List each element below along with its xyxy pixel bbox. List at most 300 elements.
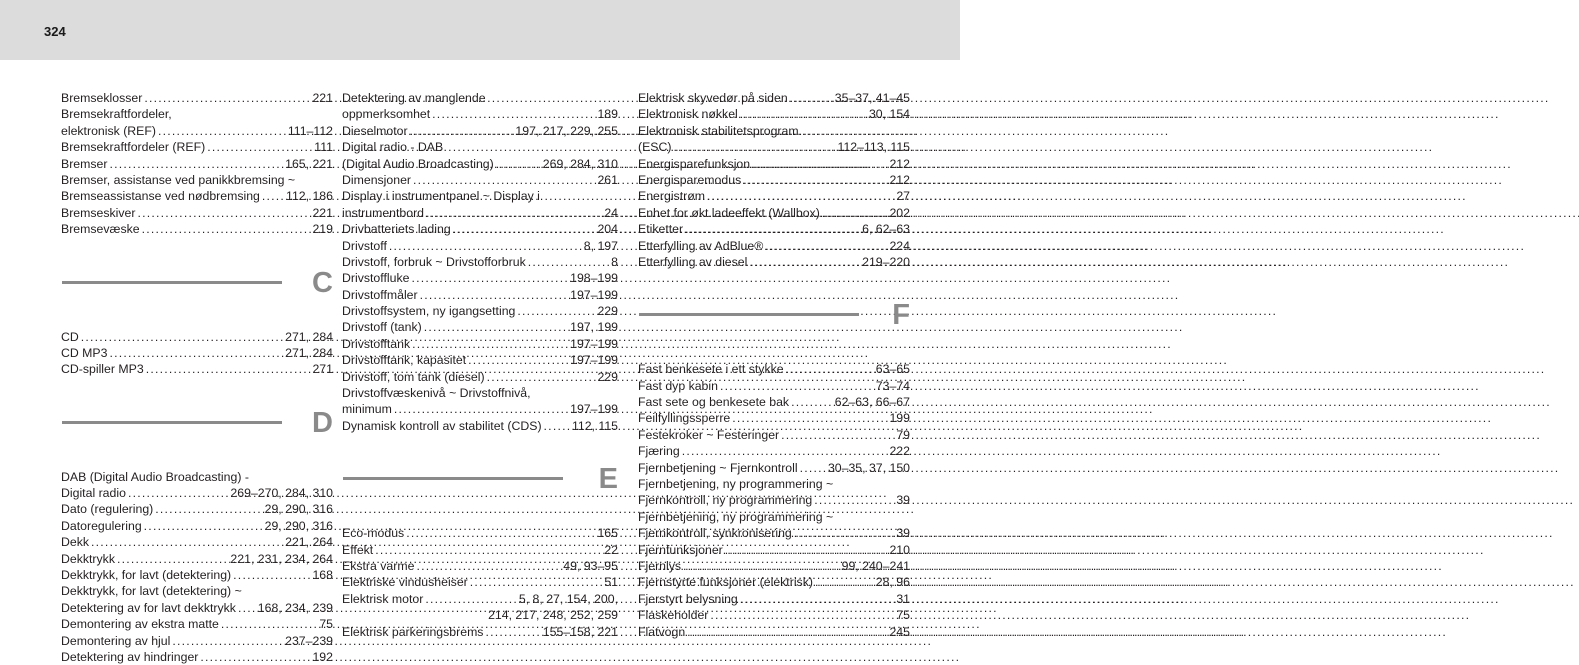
page-reference: 112–113, 115 [837,140,910,155]
dot-leader [791,394,833,410]
dot-leader [765,238,887,254]
index-term: Dynamisk kontroll av stabilitet (CDS) [342,418,542,433]
page-reference: 51 [604,575,618,590]
index-entry [61,518,333,534]
index-entry [342,287,618,303]
index-entry [638,172,910,188]
page-reference: 165, 221 [285,156,333,171]
index-entry [638,394,910,410]
index-entry [61,501,333,517]
dot-leader [207,139,312,155]
page-reference: 8, 197 [583,238,618,253]
dot-leader [720,378,874,394]
section-divider [639,313,859,316]
dot-leader [413,172,595,188]
page-reference: 75 [319,617,333,632]
index-entry [61,567,333,583]
index-entry [61,205,333,221]
dot-leader [172,633,283,649]
index-term: Ekstra varme [342,558,415,573]
index-entry [61,534,333,550]
dot-leader [682,443,888,459]
page-reference: 27 [896,189,910,204]
page-reference: 62–63, 66–67 [834,395,910,410]
index-term: Dimensjoner [342,172,412,187]
index-entry [342,156,618,172]
index-term: Elektronisk stabilitetsprogram [638,123,799,138]
dot-leader [109,156,283,172]
index-entry [638,460,910,476]
index-term: Drivstoff, tom tank (diesel) [342,369,485,384]
header-bar [0,0,960,60]
index-term: Fjernlys [638,558,682,573]
page-reference: 5, 8, 27, 154, 200, [518,591,618,606]
index-term: Fast sete og benkesete bak [638,395,790,410]
index-entry [638,525,910,541]
index-entry [638,607,910,623]
page-reference: 212 [889,156,910,171]
index-term: Dekk [61,535,90,550]
dot-leader [394,401,568,417]
page-reference: 210 [889,542,910,557]
index-entry [342,591,618,607]
index-column-3 [638,90,910,640]
index-entry [61,345,333,361]
page-reference: 79 [896,427,910,442]
index-entry [342,336,618,352]
page-reference: 245 [889,624,910,639]
index-term: Bremsevæske [61,222,140,237]
section-letter: D [312,406,333,439]
page-reference: 221 [312,91,333,105]
index-entry [638,378,910,394]
index-term: Elektrisk skyvedør på siden [638,91,788,105]
index-term: Fast benkesete i ett stykke [638,362,784,377]
index-entry [61,649,333,665]
page-reference: 168, 234, 239 [257,600,333,615]
index-term: Feilfyllingssperre [638,411,731,426]
index-column-2 [342,90,618,640]
index-term: Fjernkontroll, ny programmering [638,493,813,508]
index-entry [342,205,618,221]
index-term: Etterfylling av AdBlue® [638,238,764,253]
index-term: Fjernstyrte funksjoner (elektrisk) [638,575,813,590]
index-entry [638,574,910,590]
dot-leader [128,485,228,501]
index-term: Fast dyp kabin [638,378,718,393]
dot-leader [544,418,570,434]
index-entry [342,270,618,286]
page-reference: 6, 62–63 [862,222,910,237]
page-reference: 204 [597,222,618,237]
index-entry [61,600,333,616]
dot-leader [144,518,263,534]
section-header [638,300,910,342]
index-entry [342,624,618,640]
page-reference: 155–158, 221 [542,624,618,639]
index-entry [638,591,910,607]
index-entry [61,633,333,649]
index-term: CD-spiller MP3 [61,362,144,377]
page-reference: 30, 154 [868,107,910,122]
page-reference: 73–74 [875,378,910,393]
page-reference: 112, 186 [286,189,333,204]
index-entry [342,221,618,237]
index-entry [342,238,618,254]
index-term: DAB (Digital Audio Broadcasting) - [61,469,249,484]
index-term: Etterfylling av diesel [638,254,748,269]
page-reference: 22 [604,542,618,557]
index-term: Bremseklosser [61,91,143,105]
index-term: Detektering av manglende [342,91,486,105]
page-reference: 202 [889,205,910,220]
section-header [342,464,618,506]
index-entry [61,221,333,237]
dot-leader [496,156,541,172]
index-entry [342,418,618,434]
dot-leader [262,188,284,204]
dot-leader [375,542,602,558]
index-term: Drivstoff [342,238,387,253]
page-reference: 192 [312,649,333,664]
page-reference: 29, 290, 316 [264,502,333,517]
dot-leader [425,591,517,607]
index-term: Digital radio - DAB [342,140,444,155]
index-term: oppmerksomhet [342,107,431,122]
index-entry [638,624,910,640]
index-term: Elektrisk parkeringsbrems [342,624,484,639]
section-letter: E [598,463,618,496]
index-term: Flaskeholder [638,608,709,623]
index-entry [342,352,618,368]
index-entry [61,616,333,632]
index-term: Bremser, assistanse ved panikkbremsing ~ [61,172,296,187]
index-term: Elektrisk motor [342,591,424,606]
dot-leader [411,270,568,286]
index-term: Datoregulering [61,518,142,533]
index-term: CD MP3 [61,345,108,360]
index-entry [638,156,910,172]
index-entry [638,139,910,155]
index-term: Drivstofftank, kapasitet [342,353,467,368]
dot-leader [109,345,283,361]
dot-leader [683,558,840,574]
page-reference: 112, 115 [571,418,618,433]
dot-leader [468,352,568,368]
section-header [61,408,333,450]
page-reference: 224 [889,238,910,253]
page-reference: 39 [896,526,910,541]
index-entry [638,221,910,237]
index-entry [61,188,333,204]
dot-leader [732,410,887,426]
index-term: (Digital Audio Broadcasting) [342,156,494,171]
dot-leader [453,221,596,237]
page-reference: 221, 264 [285,535,333,550]
dot-leader [815,574,874,590]
index-term: Etiketter [638,222,684,237]
index-column-1 [61,90,333,665]
index-term: Drivstoffmåler [342,287,418,302]
dot-leader [233,567,310,583]
index-term: Festekroker ~ Festeringer [638,427,780,442]
index-term: Fjernfunksjoner [638,542,723,557]
dot-leader [155,501,262,517]
dot-leader [424,319,568,335]
index-entry [638,106,910,122]
dot-leader [707,188,894,204]
dot-leader [725,542,888,558]
index-entry [61,485,333,501]
dot-leader [412,336,568,352]
dot-leader [794,525,895,541]
index-entry [342,319,618,335]
dot-leader [752,156,887,172]
page-reference: 271, 284 [285,345,333,360]
section-divider [62,281,282,284]
page-reference: 30–35, 37, 150 [827,460,910,475]
page-reference: 197, 217, 229, 255 [515,123,618,138]
index-entry [638,443,910,459]
page-reference: 31 [896,591,910,606]
index-term: Fjernkontroll, synkronisering [638,526,792,541]
dot-leader [426,205,602,221]
index-entry [61,123,333,139]
index-entry [342,106,618,122]
page-reference: 198–199 [570,271,618,286]
index-term: elektronisk (REF) [61,123,156,138]
index-term: Energisparefunksjon [638,156,751,171]
index-term: Drivbatteriets lading [342,222,451,237]
dot-leader [814,492,894,508]
index-entry [342,303,618,319]
dot-leader [470,574,603,590]
index-term: Dieselmotor [342,123,408,138]
index-entry [61,329,333,345]
index-entry [638,410,910,426]
index-term: Fjerstyrt belysning [638,591,738,606]
index-term: Display i instrumentpanel ~ Display i [342,189,540,204]
index-term: Effekt [342,542,374,557]
section-header [61,268,333,310]
index-term: Drivstoffvæskenivå ~ Drivstoffnivå, [342,386,531,401]
page-reference: 197–199 [570,336,618,351]
index-term: Demontering av ekstra matte [61,617,219,632]
dot-leader [781,427,894,443]
page-reference: 197–199 [570,287,618,302]
index-term: Dekktrykk, for lavt (detektering) [61,568,232,583]
index-term: Bremsekraftfordeler, [61,107,172,122]
index-term: Bremseassistanse ved nødbremsing [61,189,260,204]
index-term: (ESC) [638,140,672,155]
dot-leader [743,172,887,188]
index-term: minimum [342,402,392,417]
dot-leader [91,534,283,550]
dot-leader [710,607,894,623]
index-term: Energistrøm [638,189,705,204]
index-entry [61,139,333,155]
index-entry [342,172,618,188]
page-reference: 49, 93–95 [563,558,618,573]
dot-leader [238,600,256,616]
index-term: Digital radio [61,486,126,501]
index-entry [638,427,910,443]
dot-leader [822,205,888,221]
index-term: Fjernbetjening, ny programmering ~ [638,477,834,492]
page-reference: 99, 240–241 [841,558,910,573]
index-term: Dato (regulering) [61,502,154,517]
index-entry [342,542,618,558]
index-entry [342,254,618,270]
page-reference: 219–220 [862,254,910,269]
dot-leader [406,525,595,541]
index-term: Drivstoff, forbruk ~ Drivstofforbruk [342,254,526,269]
index-entry [61,156,333,172]
dot-leader [221,616,317,632]
page-reference: 229 [597,369,618,384]
dot-leader [416,558,561,574]
index-entry [638,361,910,377]
index-entry [61,361,333,377]
dot-leader [740,591,895,607]
dot-leader [389,238,582,254]
index-entry [61,90,333,106]
index-term: Drivstoffsystem, ny igangsetting [342,304,516,319]
page-reference: 237–239 [285,633,333,648]
page-reference: 261 [597,172,618,187]
index-term: Energisparemodus [638,172,742,187]
page-reference: 229 [597,304,618,319]
dot-leader [410,123,514,139]
dot-leader [673,139,835,155]
index-term: Dekktrykk, for lavt (detektering) ~ [61,584,242,599]
index-entry [638,254,910,270]
page-reference: 222 [889,444,910,459]
page-reference: 189 [597,107,618,122]
page-reference: 165 [597,526,618,541]
index-term: CD [61,329,79,344]
page-reference: 111–112 [287,123,333,138]
dot-leader [144,90,310,106]
index-term: Detektering av for lavt dekktrykk [61,600,236,615]
index-entry [638,188,910,204]
dot-leader [117,551,228,567]
dot-leader [432,106,595,122]
page-reference: 221 [312,205,333,220]
page-reference: 219 [312,222,333,237]
index-term: Dekktrykk [61,551,115,566]
index-entry-continuation: 214, 217, 248, 252, 259 [488,608,618,623]
page-reference: 197–199 [570,353,618,368]
index-entry [61,551,333,567]
index-entry [342,123,618,139]
page-reference: 199 [889,411,910,426]
index-term: Drivstoff (tank) [342,320,422,335]
dot-leader [687,624,887,640]
index-entry [342,574,618,590]
page-reference: 197–199 [570,402,618,417]
page-reference: 269, 284, 310 [542,156,618,171]
index-term: Demontering av hjul [61,633,171,648]
index-term: Eco-modus [342,526,405,541]
dot-leader [487,369,596,385]
dot-leader [517,303,595,319]
section-letter: C [312,266,333,299]
dot-leader [800,460,826,476]
section-divider [343,477,563,480]
index-entry [342,525,618,541]
dot-leader [158,123,286,139]
section-divider [62,421,282,424]
page-reference: 168 [312,568,333,583]
index-entry [638,90,910,106]
dot-leader [685,221,860,237]
index-entry [638,558,910,574]
page-reference: 111 [314,140,333,155]
dot-leader [790,90,833,106]
index-term: Bremsekraftfordeler (REF) [61,140,206,155]
index-entry [638,238,910,254]
index-term: instrumentbord [342,205,425,220]
dot-leader [786,361,874,377]
page-reference: 221, 231, 234, 264 [230,551,333,566]
dot-leader [740,106,867,122]
section-letter: F [892,299,910,332]
page-reference: 24 [604,205,618,220]
dot-leader [146,361,311,377]
dot-leader [420,287,569,303]
page-reference: 8 [611,254,618,269]
page-reference: 63–65 [875,362,910,377]
index-term: Flatvogn [638,624,686,639]
index-term: Fjernbetjening, ny programmering ~ [638,509,834,524]
dot-leader [142,221,311,237]
index-term: Fjernbetjening ~ Fjernkontroll [638,460,798,475]
page-reference: 75 [896,608,910,623]
dot-leader [749,254,860,270]
page-reference: 269–270, 284, 310 [230,486,333,501]
page-reference: 271, 284 [285,329,333,344]
page-reference: 212 [889,172,910,187]
dot-leader [528,254,609,270]
index-entry [342,369,618,385]
index-term: Elektronisk nøkkel [638,107,738,122]
page-reference: 39 [896,493,910,508]
page-reference: 271 [312,362,333,377]
index-term: Bremseskiver [61,205,136,220]
dot-leader [200,649,310,665]
page-reference: 35–37, 41–45 [834,91,910,105]
dot-leader [137,205,310,221]
index-term: Bremser [61,156,108,171]
index-entry [342,558,618,574]
index-term: Fjæring [638,444,680,459]
index-entry [638,542,910,558]
index-term: Elektriske vindusheiser [342,575,468,590]
page-reference: 28, 96 [875,575,910,590]
index-entry [342,401,618,417]
index-term: Detektering av hindringer [61,649,199,664]
page-reference: 197, 199 [570,320,618,335]
dot-leader [81,329,283,345]
index-term: Drivstoffluke [342,271,410,286]
page-number: 324 [44,24,66,39]
dot-leader [485,624,540,640]
index-entry [638,492,910,508]
index-entry [638,205,910,221]
index-term: Drivstofftank [342,336,411,351]
index-term: Enhet for økt ladeeffekt (Wallbox) [638,205,820,220]
